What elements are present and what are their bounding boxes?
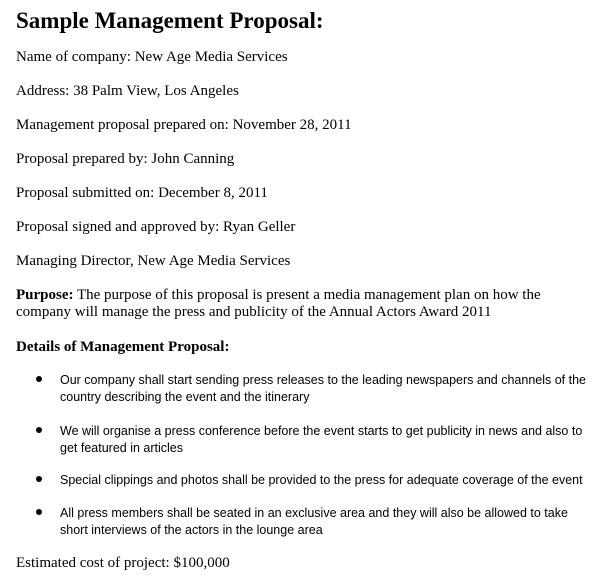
prepared-by-line: Proposal prepared by: John Canning [16,151,235,167]
purpose-paragraph [16,287,588,321]
purpose-text: The purpose of this proposal is present a media management plan on how the company will manage the press and publicity of the Annual Actors Award 2011 [16,287,541,320]
submitted-on-line: Proposal submitted on: December 8, 2011 [16,185,268,201]
prepared-on-line: Management proposal prepared on: November 28, 2011 [16,117,352,133]
purpose-label: Purpose: [16,287,74,303]
company-name-line: Name of company: New Age Media Services [16,49,288,65]
document-title: Sample Management Proposal: [16,8,324,33]
bullet-icon [36,427,42,433]
list-item-text: We will organise a press conference before the event starts to get publicity in news and also to get featured in articles [60,424,583,455]
bullet-icon [36,376,42,382]
estimated-cost-line: Estimated cost of project: $100,000 [16,555,230,571]
bullet-icon [36,476,42,482]
address-line: Address: 38 Palm View, Los Angeles [16,83,239,99]
list-item-text: Our company shall start sending press releases to the leading newspapers and channels of the country describing the event and the itinerary [60,373,587,404]
details-heading: Details of Management Proposal: [16,339,230,355]
list-item-text: All press members shall be seated in an exclusive area and they will also be allowed to take short interviews of the actors in the lounge area [60,506,568,537]
list-item-text: Special clippings and photos shall be provided to the press for adequate coverage of the event [60,473,583,487]
approved-by-line: Proposal signed and approved by: Ryan Geller [16,219,296,235]
director-title-line: Managing Director, New Age Media Services [16,253,291,269]
bullet-icon [36,509,42,515]
